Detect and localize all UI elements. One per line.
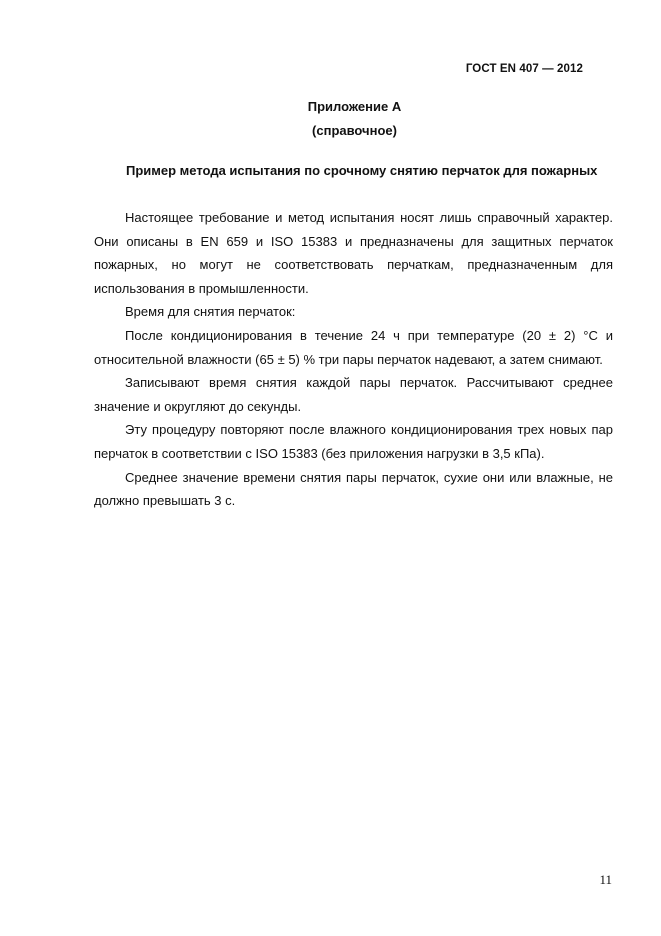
paragraph-recording: Записывают время снятия каждой пары перчаток. Рассчитывают среднее значение и округляют до секунды. — [94, 375, 613, 414]
annex-title: Приложение А — [307, 99, 402, 114]
paragraph-wet-conditioning: Эту процедуру повторяют после влажного кондиционирования трех новых пар перчаток в соответствии с ISO 15383 (без приложения нагрузки в 3,5 кПа). — [94, 422, 613, 461]
standard-code: ГОСТ EN 407 — 2012 — [465, 63, 583, 75]
page-number: 11 — [599, 872, 612, 887]
paragraph-removal-time: Время для снятия перчаток: — [125, 304, 296, 320]
paragraph-intro: Настоящее требование и метод испытания носят лишь справочный характер. Они описаны в EN 659 и ISO 15383 и предназначены для защитных перчаток пожарных, но могут не соответствовать перчаткам, предназначенным для использования в промышленности. — [94, 210, 613, 296]
annex-heading: Пример метода испытания по срочному снятию перчаток для пожарных — [126, 163, 598, 178]
annex-body — [94, 206, 613, 513]
annex-subtitle: (справочное) — [312, 123, 397, 138]
paragraph-conditioning: После кондиционирования в течение 24 ч при температуре (20 ± 2) °С и относительной влажности (65 ± 5) % три пары перчаток надевают, а затем снимают. — [94, 327, 613, 367]
paragraph-requirement: Среднее значение времени снятия пары перчаток, сухие они или влажные, не должно превышать 3 с. — [94, 469, 613, 509]
